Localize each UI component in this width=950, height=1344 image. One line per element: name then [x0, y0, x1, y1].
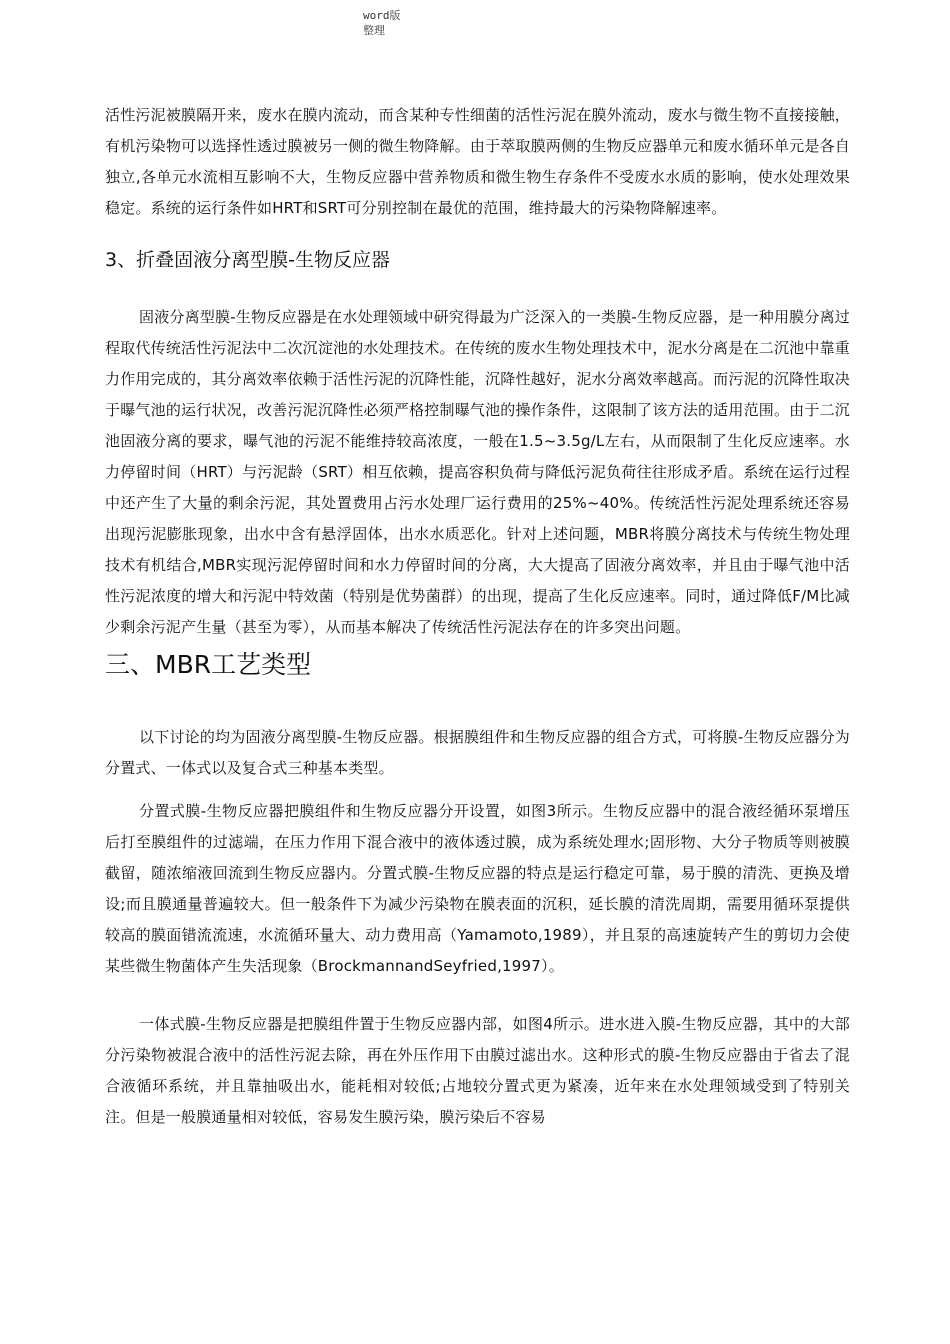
paragraph-mbr-types-intro: 以下讨论的均为固液分离型膜-生物反应器。根据膜组件和生物反应器的组合方式，可将膜-生物反应器分为分置式、一体式以及复合式三种基本类型。 [105, 728, 850, 777]
paragraph-solid-liquid-mbr: 固液分离型膜-生物反应器是在水处理领域中研究得最为广泛深入的一类膜-生物反应器，是一种用膜分离过程取代传统活性污泥法中二次沉淀池的水处理技术。在传统的废水生物处理技术中，泥水分离是在二沉池中靠重力作用完成的，其分离效率依赖于活性污泥的沉降性能，沉降性越好，泥水分离效率越高。而污泥的沉降性取决于曝气池的运行状况，改善污泥沉降性必须严格控制曝气池的操作条件，这限制了该方法的适用范围。由于二沉池固液分离的要求，曝气池的污泥不能维持较高浓度，一般在1.5~3.5g/L左右，从而限制了生化反应速率。水力停留时间（HRT）与污泥龄（SRT）相互依赖，提高容积负荷与降低污泥负荷往往形成矛盾。系统在运行过程中还产生了大量的剩余污泥，其处置费用占污水处理厂运行费用的25%~40%。传统活性污泥处理系统还容易出现污泥膨胀现象，出水中含有悬浮固体，出水水质恶化。针对上述问题，MBR将膜分离技术与传统生物处理技术有机结合,MBR实现污泥停留时间和水力停留时间的分离，大大提高了固液分离效率，并且由于曝气池中活性污泥浓度的增大和污泥中特效菌（特别是优势菌群）的出现，提高了生化反应速率。同时，通过降低F/M比减少剩余污泥产生量（甚至为零），从而基本解决了传统活性污泥法存在的许多突出问题。 [105, 308, 850, 636]
paragraph-integrated-mbr: 一体式膜-生物反应器是把膜组件置于生物反应器内部，如图4所示。进水进入膜-生物反应器，其中的大部分污染物被混合液中的活性污泥去除，再在外压作用下由膜过滤出水。这种形式的膜-生物反应器由于省去了混合液循环系统，并且靠抽吸出水，能耗相对较低;占地较分置式更为紧凑，近年来在水处理领域受到了特别关注。但是一般膜通量相对较低，容易发生膜污染，膜污染后不容易 [105, 1015, 850, 1126]
watermark-line-1: word版 [363, 9, 401, 22]
watermark [363, 8, 401, 38]
document-body [105, 100, 850, 1133]
paragraph-separated-mbr: 分置式膜-生物反应器把膜组件和生物反应器分开设置，如图3所示。生物反应器中的混合液经循环泵增压后打至膜组件的过滤端，在压力作用下混合液中的液体透过膜，成为系统处理水;固形物、大分子物质等则被膜截留，随浓缩液回流到生物反应器内。分置式膜-生物反应器的特点是运行稳定可靠，易于膜的清洗、更换及增设;而且膜通量普遍较大。但一般条件下为减少污染物在膜表面的沉积，延长膜的清洗周期，需要用循环泵提供较高的膜面错流流速，水流循环量大、动力费用高（Yamamoto,1989），并且泵的高速旋转产生的剪切力会使某些微生物菌体产生失活现象（BrockmannandSeyfried,1997）。 [105, 802, 850, 975]
paragraph-extraction-membrane: 活性污泥被膜隔开来，废水在膜内流动，而含某种专性细菌的活性污泥在膜外流动，废水与微生物不直接接触，有机污染物可以选择性透过膜被另一侧的微生物降解。由于萃取膜两侧的生物反应器单元和废水循环单元是各自独立,各单元水流相互影响不大，生物反应器中营养物质和微生物生存条件不受废水水质的影响，使水处理效果稳定。系统的运行条件如HRT和SRT可分别控制在最优的范围，维持最大的污染物降解速率。 [105, 106, 850, 217]
chapter-heading-mbr-types: 三、MBR工艺类型 [105, 650, 312, 679]
watermark-line-2: 整理 [363, 24, 385, 37]
section-heading-solid-liquid-mbr: 3、折叠固液分离型膜-生物反应器 [105, 249, 390, 271]
